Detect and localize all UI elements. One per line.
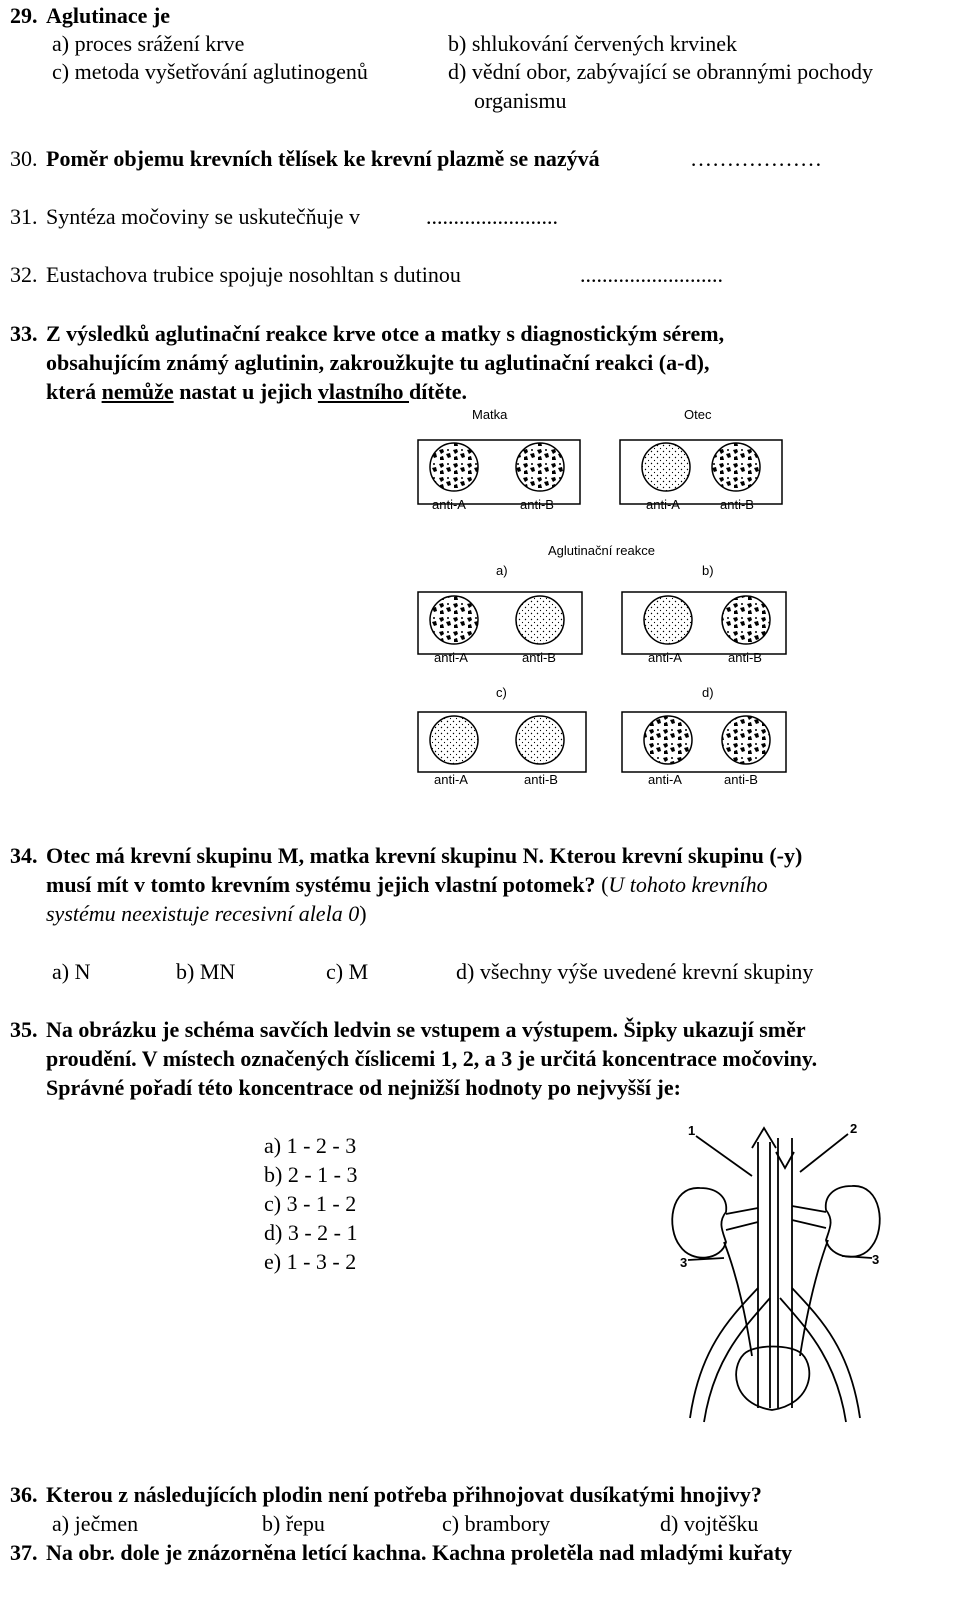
q36-option-b[interactable]: b) řepu [262,1511,325,1536]
q32-text: Eustachova trubice spojuje nosohltan s dutinou [46,262,461,287]
q35-option-c[interactable]: c) 3 - 1 - 2 [264,1191,357,1216]
matka-anti-b-label: anti-B [520,497,554,512]
label-matka: Matka [472,407,508,422]
q33-underline-nemuze: nemůže [101,379,174,404]
q33-number: 33. [10,321,38,346]
option-b-anti-a-label: anti-A [648,650,682,665]
q34-line-2 [46,874,768,896]
q36-number: 36. [10,1482,38,1507]
pointer-2 [800,1134,848,1172]
option-b-anti-a-well [644,596,692,644]
q35-option-b[interactable]: b) 2 - 1 - 3 [264,1162,358,1187]
option-a-anti-b-label: anti-B [522,650,556,665]
kidney-diagram [660,1118,900,1428]
matka-anti-b-well [516,443,564,491]
option-d-anti-b-label: anti-B [724,772,758,787]
q36-text: Kterou z následujících plodin není potřeba přihnojovat dusíkatými hnojivy? [46,1482,762,1507]
q33-line-3-mid: nastat u jejich [173,379,318,404]
otec-anti-a-well [642,443,690,491]
option-c-anti-b-label: anti-B [524,772,558,787]
otec-anti-b-well [712,443,760,491]
otec-anti-b-label: anti-B [720,497,754,512]
q33-line-2: obsahujícím známý aglutinin, zakroužkujte tu aglutinační reakci (a-d), [46,350,710,375]
option-c-anti-b-well [516,716,564,764]
aorta [758,1142,770,1408]
vena-cava [778,1138,792,1408]
q31-answer-blank[interactable]: ........................ [426,204,558,229]
q35-option-d[interactable]: d) 3 - 2 - 1 [264,1220,358,1245]
q34-line-2-note: U tohoto krevního [608,872,768,897]
matka-anti-a-label: anti-A [432,497,466,512]
q35-line-2: proudění. V místech označených číslicemi 1, 2, a 3 je určitá koncentrace močoviny. [46,1046,818,1071]
otec-anti-a-label: anti-A [646,497,680,512]
option-a-anti-a-label: anti-A [434,650,468,665]
right-kidney [826,1186,880,1257]
q36-option-a[interactable]: a) ječmen [52,1511,139,1536]
q34-option-c[interactable]: c) M [326,959,369,984]
option-a-anti-b-well [516,596,564,644]
pointer-1 [696,1136,752,1176]
option-d-anti-a-well [644,716,692,764]
label-option-c[interactable]: c) [496,685,507,700]
q37-text: Na obr. dole je znázorněna letící kachna. Kachna proletěla nad mladými kuřaty [46,1540,793,1565]
q33-line-3-start: která [46,379,102,404]
q33-line-1: Z výsledků aglutinační reakce krve otce a matky s diagnostickým sérem, [46,321,725,346]
kidney-label-2: 2 [850,1121,858,1136]
q34-option-b[interactable]: b) MN [176,959,236,984]
q37-number: 37. [10,1540,38,1565]
q29-option-b[interactable]: b) shlukování červených krvinek [448,31,737,56]
q33-line-3 [46,381,467,403]
q29-title: Aglutinace je [46,3,171,28]
q29-option-c[interactable]: c) metoda vyšetřování aglutinogenů [52,59,368,84]
q31-number: 31. [10,204,38,229]
q29-option-d-continued: organismu [474,88,567,113]
q34-line-2-paren: ( [595,872,609,897]
q34-option-d[interactable]: d) všechny výše uvedené krevní skupiny [456,959,814,984]
right-renal-vessels [792,1206,826,1228]
label-option-d[interactable]: d) [702,685,714,700]
agglutination-figure [410,420,790,800]
q30-text: Poměr objemu krevních tělísek ke krevní plazmě se nazývá [46,146,600,171]
q36-option-d[interactable]: d) vojtěšku [660,1511,759,1536]
q35-line-3: Správné pořadí této koncentrace od nejnižší hodnoty po nejvyšší je: [46,1075,681,1100]
q36-option-c[interactable]: c) brambory [442,1511,551,1536]
option-a-anti-a-well [430,596,478,644]
q30-number: 30. [10,146,38,171]
label-option-b[interactable]: b) [702,563,714,578]
option-b-anti-b-label: anti-B [728,650,762,665]
q31-text: Syntéza močoviny se uskutečňuje v [46,204,361,229]
q35-option-e[interactable]: e) 1 - 3 - 2 [264,1249,357,1274]
label-aglutinacni-reakce: Aglutinační reakce [548,543,655,558]
q34-line-3-paren: ) [359,901,367,926]
q34-line-1: Otec má krevní skupinu M, matka krevní skupinu N. Kterou krevní skupinu (-y) [46,843,803,868]
q35-line-1: Na obrázku je schéma savčích ledvin se vstupem a výstupem. Šipky ukazují směr [46,1017,806,1042]
kidney-label-1: 1 [688,1123,696,1138]
q34-line-2-question: musí mít v tomto krevním systému jejich vlastní potomek? [46,872,596,897]
q34-line-3-note: systému neexistuje recesivní alela 0 [46,901,360,926]
q32-number: 32. [10,262,38,287]
q34-line-3 [46,903,367,925]
q29-option-d[interactable]: d) vědní obor, zabývající se obrannými pochody [448,59,873,84]
q29-number: 29. [10,3,38,28]
matka-anti-a-well [430,443,478,491]
option-d-anti-a-label: anti-A [648,772,682,787]
q29-option-a[interactable]: a) proces srážení krve [52,31,245,56]
q30-answer-blank[interactable]: ……………… [690,146,822,171]
q34-number: 34. [10,843,38,868]
kidney-label-3-left: 3 [680,1255,688,1270]
option-c-anti-a-well [430,716,478,764]
label-otec: Otec [684,407,712,422]
bladder [736,1347,809,1411]
q35-option-a[interactable]: a) 1 - 2 - 3 [264,1133,357,1158]
q33-underline-vlastniho: vlastního [317,379,409,404]
q35-number: 35. [10,1017,38,1042]
option-d-anti-b-well [722,716,770,764]
left-kidney [672,1188,726,1258]
kidney-label-3-right: 3 [872,1252,880,1267]
left-renal-vessels [726,1208,758,1230]
q33-line-3-end: dítěte. [409,379,468,404]
option-b-anti-b-well [722,596,770,644]
arrow-up-left-icon [752,1128,776,1148]
label-option-a[interactable]: a) [496,563,508,578]
q34-option-a[interactable]: a) N [52,959,91,984]
q32-answer-blank[interactable]: .......................... [580,262,723,287]
option-c-anti-a-label: anti-A [434,772,468,787]
